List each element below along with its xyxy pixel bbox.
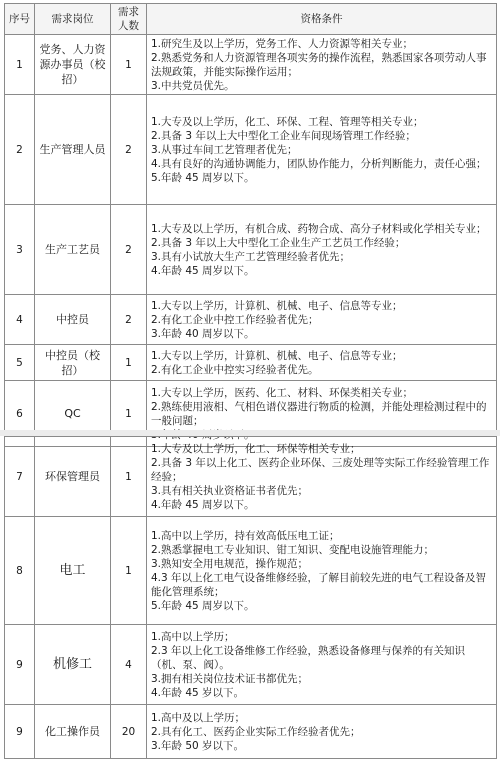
requirement-line: 2.有化工企业中控实习经验者优先。 [151, 363, 319, 376]
headcount: 1 [111, 381, 147, 447]
requirement-line: 2.3 年以上化工设备维修工作经验，熟悉设备修理与保养的有关知识（机、泵、阀）。 [151, 644, 466, 671]
requirements-cell [147, 625, 497, 705]
requirement-line: 1.高中以上学历； [151, 630, 235, 643]
requirement-line: 1.大专及以上学历，化工、环保等相关专业； [151, 442, 361, 455]
row-number: 3 [5, 205, 35, 295]
table-row [5, 35, 497, 95]
requirement-line: 2.有化工企业中控工作经验者优先； [151, 313, 319, 326]
row-number: 2 [5, 95, 35, 205]
table-body-1 [5, 35, 497, 447]
requirement-line: 4.具有良好的沟通协调能力，团队协作能力，分析判断能力，责任心强； [151, 157, 487, 170]
requirement-line: 3.拥有相关岗位技术证书都优先； [151, 672, 309, 685]
position-name: 机修工 [35, 625, 111, 705]
table-header-row [5, 4, 497, 35]
requirements-cell [147, 705, 497, 759]
headcount: 1 [111, 35, 147, 95]
requirement-line: 2.具备 3 年以上大中型化工企业生产工艺员工作经验； [151, 236, 406, 249]
header-requirements: 资格条件 [147, 4, 497, 35]
requirement-line: 1.大专以上学历，医药、化工、材料、环保类相关专业； [151, 386, 414, 399]
table-row [5, 295, 497, 345]
requirements-cell [147, 517, 497, 625]
position-name: 中控员（校招） [35, 345, 111, 381]
requirements-cell [147, 35, 497, 95]
row-number: 9 [5, 625, 35, 705]
requirement-line: 1.研究生及以上学历，党务工作、人力资源等相关专业； [151, 37, 414, 50]
requirement-line: 3.具有相关执业资格证书者优先； [151, 484, 309, 497]
row-number: 5 [5, 345, 35, 381]
row-number: 1 [5, 35, 35, 95]
table-row [5, 705, 497, 759]
requirement-line: 4.3 年以上化工电气设备维修经验，了解目前较先进的电气工程设备及智能化管理系统； [151, 571, 487, 598]
headcount: 2 [111, 205, 147, 295]
requirement-line: 2.熟练使用液相、气相色谱仪器进行物质的检测，并能处理检测过程中的一般问题； [151, 400, 487, 427]
job-table-2 [4, 436, 497, 759]
headcount: 1 [111, 517, 147, 625]
requirement-line: 3.从事过车间工艺管理者优先； [151, 143, 298, 156]
headcount: 1 [111, 345, 147, 381]
requirement-line: 3.年龄 50 岁以下。 [151, 739, 245, 752]
row-number: 6 [5, 381, 35, 447]
row-number: 8 [5, 517, 35, 625]
requirement-line: 3.中共党员优先。 [151, 79, 235, 92]
header-position: 需求岗位 [35, 4, 111, 35]
requirement-line: 2.熟悉党务和人力资源管理各项实务的操作流程，熟悉国家各项劳动人事法规政策，并能实际操作运用； [151, 51, 487, 78]
position-name: QC [35, 381, 111, 447]
table-row [5, 437, 497, 517]
requirement-line: 3.年龄 40 周岁以下。 [151, 327, 255, 340]
requirement-line: 2.熟悉掌握电工专业知识、钳工知识、变配电设施管理能力； [151, 543, 435, 556]
requirement-line: 5.年龄 45 周岁以下。 [151, 599, 255, 612]
requirement-line: 1.大专以上学历，计算机、机械、电子、信息等专业； [151, 349, 403, 362]
row-number: 4 [5, 295, 35, 345]
requirement-line: 1.高中及以上学历； [151, 711, 246, 724]
requirement-line: 1.大专及以上学历，有机合成、药物合成、高分子材料或化学相关专业； [151, 222, 487, 235]
headcount: 4 [111, 625, 147, 705]
requirement-line: 5.年龄 45 周岁以下。 [151, 171, 255, 184]
requirement-line: 1.大专以上学历，计算机、机械、电子、信息等专业； [151, 299, 403, 312]
requirement-line: 4.年龄 45 岁以下。 [151, 686, 245, 699]
header-no: 序号 [5, 4, 35, 35]
position-name: 电工 [35, 517, 111, 625]
position-name: 环保管理员 [35, 437, 111, 517]
row-number: 9 [5, 705, 35, 759]
requirement-line: 1.高中以上学历，持有效高低压电工证； [151, 529, 340, 542]
requirements-cell [147, 345, 497, 381]
requirement-line: 3.熟知安全用电规范，操作规范； [151, 557, 309, 570]
position-name: 党务、人力资源办事员（校招） [35, 35, 111, 95]
requirement-line: 4.年龄 45 周岁以下。 [151, 498, 255, 511]
requirement-line: 2.具备 3 年以上化工、医药企业环保、三废处理等实际工作经验管理工作经验； [151, 456, 490, 483]
headcount: 20 [111, 705, 147, 759]
requirements-cell [147, 437, 497, 517]
position-name: 化工操作员 [35, 705, 111, 759]
requirement-line: 4.年龄 45 周岁以下。 [151, 264, 255, 277]
table-row [5, 345, 497, 381]
position-name: 生产管理人员 [35, 95, 111, 205]
requirement-line: 2.具有化工、医药企业实际工作经验者优先； [151, 725, 361, 738]
headcount: 1 [111, 437, 147, 517]
headcount: 2 [111, 95, 147, 205]
headcount: 2 [111, 295, 147, 345]
table-row [5, 517, 497, 625]
requirement-line: 1.大专及以上学历，化工、环保、工程、管理等相关专业； [151, 115, 424, 128]
header-count: 需求人数 [111, 4, 147, 35]
requirements-cell [147, 205, 497, 295]
row-number: 7 [5, 437, 35, 517]
requirement-line: 2.具备 3 年以上大中型化工企业车间现场管理工作经验； [151, 129, 416, 142]
table-row [5, 205, 497, 295]
position-name: 生产工艺员 [35, 205, 111, 295]
job-table-1 [4, 3, 497, 447]
table-row [5, 625, 497, 705]
requirement-line: 3.具有小试放大生产工艺管理经验者优先； [151, 250, 351, 263]
position-name: 中控员 [35, 295, 111, 345]
requirements-cell [147, 95, 497, 205]
requirements-cell [147, 295, 497, 345]
table-row [5, 95, 497, 205]
table-body-2 [5, 437, 497, 759]
